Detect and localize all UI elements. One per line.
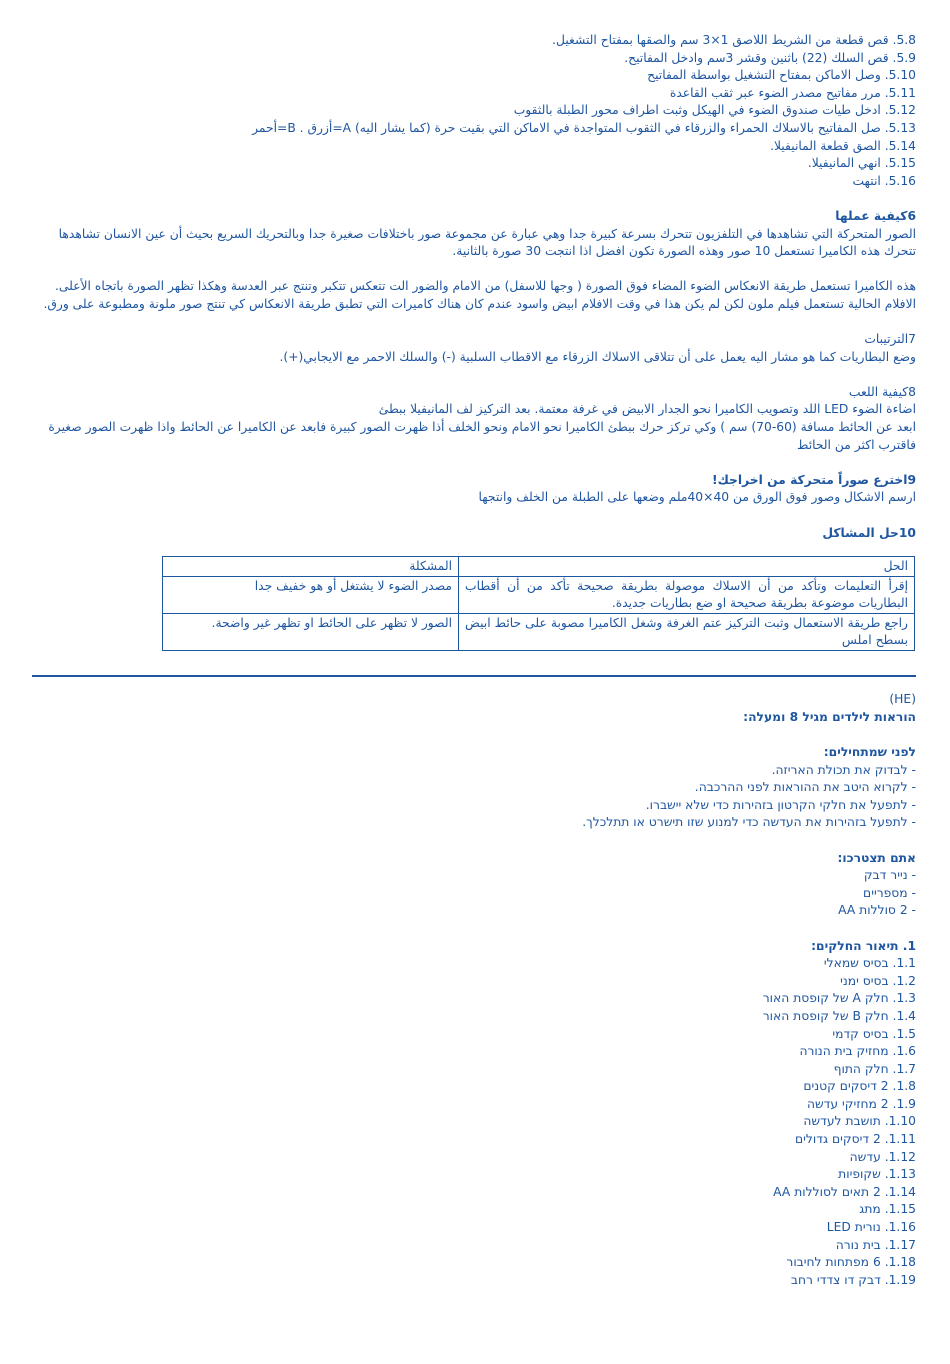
hebrew-section xyxy=(32,691,916,1289)
section-heading: 10حل المشاكل xyxy=(822,525,916,540)
assembly-steps-list xyxy=(32,32,916,190)
section-divider xyxy=(32,675,916,677)
section-how-it-works xyxy=(32,208,916,314)
section-heading: 7الترتيبات xyxy=(864,332,916,347)
paragraph: الصور المتحركة التي تشاهدها في التلفزيون تتحرك بسرعة كبيرة جدا وهي عبارة عن مجموعة صور باختلافات صغيرة جدا وبالتحريك السريع بحيث أن عين الانسان تشاهدها تتحرك هذه الكاميرا تستعمل 10 صور وهذه الصورة تكون افضل اذا انتجت 30 صورة بالثانية. xyxy=(58,226,916,259)
list-item: - לתפעל את חלקי הקרטון בזהירות כדי שלא יישברו. xyxy=(645,797,916,812)
list-item: 1.4. חלק B של קופסת האור xyxy=(762,1008,916,1023)
list-item: 1.14. 2 תאים לסוללות AA xyxy=(773,1184,916,1199)
list-item: 1.2. בסיס ימני xyxy=(840,973,916,988)
table-header-solution: الحل xyxy=(459,557,915,577)
list-item: 1.16. נורית LED xyxy=(826,1220,916,1235)
list-item: 1.10. תושבת לעדשה xyxy=(803,1114,916,1129)
section-heading: 8كيفية اللعب xyxy=(848,384,916,399)
list-item: 1.3. חלק A של קופסת האור xyxy=(762,991,916,1006)
list-item: 1.12. עדשה xyxy=(849,1149,916,1164)
paragraph: الافلام الحالية تستعمل فيلم ملون لكن لم يكن هذا في وقت الافلام ابيض واسود عندم كان هناك كاميرات التي تطبق طريقة الانعكاس كي تنتج صور ملونة ومطبوعة على ورق. xyxy=(43,296,916,311)
table-row xyxy=(163,577,915,614)
list-item: - מספריים xyxy=(863,885,916,900)
before-title: לפני שמתחילים: xyxy=(823,745,916,759)
table-cell-problem: الصور لا تظهر على الحائط او تظهر غير واضحة. xyxy=(163,614,459,651)
list-item: - 2 סוללות AA xyxy=(838,903,916,918)
list-item: 1.1. בסיס שמאלי xyxy=(823,956,916,971)
section-invent xyxy=(32,472,916,507)
list-item: 5.13. صل المفاتيح بالاسلاك الحمراء والزرقاء في الثقوب المتواجدة في الاماكن التي بقيت حرة (كما يشار اليه) A=أزرق . B=أحمر xyxy=(252,120,916,135)
list-item: - נייר דבק xyxy=(863,868,916,883)
table-cell-problem: مصدر الضوء لا يشتغل أو هو خفيف جدا xyxy=(163,577,459,614)
section-heading: 6كيفية عملها xyxy=(835,208,916,223)
list-item: 5.10. وصل الاماكن بمفتاح التشغيل بواسطة المفاتيح xyxy=(647,68,916,83)
list-item: 5.14. الصق قطعة المانيفيلا. xyxy=(770,138,916,153)
list-item: 1.6. מחזיק בית הנורה xyxy=(799,1044,916,1059)
age-title: הוראות לילדים מגיל 8 ומעלה: xyxy=(743,709,916,724)
list-item: 5.15. انهي المانيفيلا. xyxy=(807,156,916,171)
table-cell-solution: راجع طريقة الاستعمال وثبت التركيز عتم الغرفة وشغل الكاميرا مصوبة على حائط ابيض بسطح املس xyxy=(459,614,915,651)
table-header-row xyxy=(163,557,915,577)
section-troubleshooting xyxy=(32,525,916,543)
list-item: 1.19. דבק דו צדדי רחב xyxy=(790,1272,916,1287)
list-item: 5.9. قص السلك (22) باثنين وقشر 3سم وادخل المفاتيح. xyxy=(624,50,916,65)
list-item: 1.13. שקופיות xyxy=(838,1167,916,1182)
language-tag: (HE) xyxy=(889,692,916,707)
need-title: אתם תצטרכו: xyxy=(837,850,916,865)
list-item: 1.15. מתג xyxy=(859,1202,916,1217)
list-item: - לקרוא היטב את ההוראות לפני ההרכבה. xyxy=(694,780,916,795)
list-item: 5.16. انتهت xyxy=(852,173,916,188)
list-item: 1.11. 2 דיסקים גדולים xyxy=(795,1132,916,1147)
paragraph: وضع البطاريات كما هو مشار اليه يعمل على أن تتلاقى الاسلاك الزرقاء مع الاقطاب السلبية (-) والسلك الاحمر مع الايجابي(+). xyxy=(279,349,916,364)
list-item: 1.9. 2 מחזיקי עדשה xyxy=(806,1096,916,1111)
paragraph: ابعد عن الحائط مسافة (60-70) سم ) وكي تركز حرك ببطئ الكاميرا نحو الامام ونحو الخلف أذا ظهرت الصور كبيرة فابعد عن الكاميرا عن الحائط واذا ظهرت الصور صغيرة فاقترب اكثر من الحائط xyxy=(48,420,916,452)
list-item: 5.8. قص قطعة من الشريط اللاصق 1×3 سم والصقها بمفتاح التشغيل. xyxy=(552,33,916,47)
list-item: 1.8. 2 דיסקים קטנים xyxy=(803,1079,916,1094)
paragraph: ارسم الاشكال وصور فوق الورق من 40×40ملم وضعها على الطبلة من الخلف وانتجها xyxy=(478,490,916,505)
parts-title: 1. תיאור החלקים: xyxy=(811,938,916,953)
list-item: 1.18. 6 מפתחות לחיבור xyxy=(786,1255,916,1270)
list-item: 1.17. בית נורה xyxy=(835,1237,916,1252)
list-item: 1.5. בסיס קדמי xyxy=(832,1026,916,1041)
paragraph: هذه الكاميرا تستعمل طريقة الانعكاس الضوء المضاء فوق الصورة ( وجها للاسفل) من الامام والضور الت تتعكس تتكبر وتنتج عبر العدسة وهكذا تظهر الصورة باتجاه الأعلى. xyxy=(54,279,916,294)
section-heading: 9اخترع صوراً متحركة من اخراجك! xyxy=(711,472,916,487)
list-item: 1.7. חלק התוף xyxy=(833,1061,916,1076)
paragraph: اضاءة الضوء LED اللد وتصويب الكاميرا نحو الجدار الابيض في غرفة معتمة. بعد التركيز لف المانيفيلا ببطئ xyxy=(378,402,916,417)
table-header-problem: المشكلة xyxy=(163,557,459,577)
list-item: 5.12. ادخل طيات صندوق الضوء في الهيكل وثبت اطراف محور الطبلة بالثقوب xyxy=(513,103,916,118)
table-row xyxy=(163,614,915,651)
list-item: - לבדוק את תכולת האריזה. xyxy=(771,762,916,777)
section-arrangements xyxy=(32,331,916,366)
section-how-to-play xyxy=(32,384,916,454)
troubleshooting-table xyxy=(162,556,915,651)
table-cell-solution: إقرأ التعليمات وتأكد من أن الاسلاك موصولة بطريقة صحيحة تأكد من أن أقطاب البطاريات موضوعة بطريقة صحيحة او ضع بطاريات جديدة. xyxy=(459,577,915,614)
list-item: 5.11. مرر مفاتيح مصدر الضوء عبر ثقب القاعدة xyxy=(669,85,916,100)
list-item: - לתפעל בזהירות את העדשה כדי למנוע שזו תישרט או תתלכלך. xyxy=(582,815,916,830)
